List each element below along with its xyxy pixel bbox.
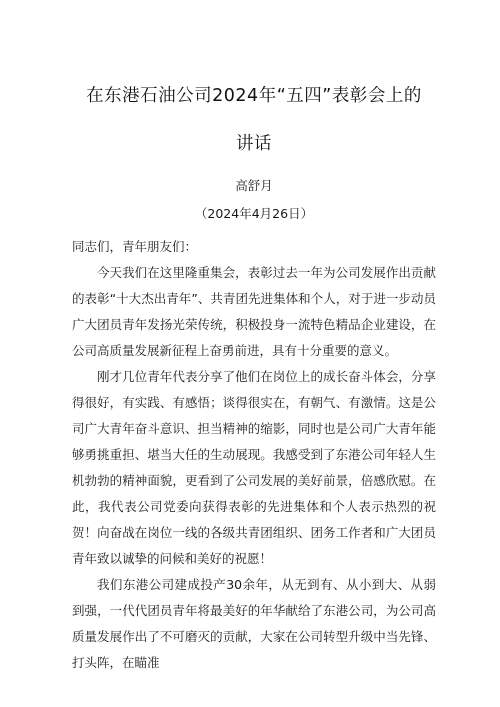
salutation: 同志们，青年朋友们： — [72, 239, 198, 254]
document-body — [72, 234, 436, 676]
paragraph-3: 我们东港公司建成投产30余年，从无到有、从小到大、从弱到强，一代代团员青年将最美好的年华献给了东港公司，为公司高质量发展作出了不可磨灭的贡献，大家在公司转型升级中当先锋、打头阵，在瞄准 — [72, 577, 436, 670]
author-name: 高舒月 — [235, 178, 273, 193]
paragraph-2: 刚才几位青年代表分享了他们在岗位上的成长奋斗体会，分享得很好，有实践、有感悟；谈得很实在，有朝气、有激情。这是公司广大青年奋斗意识、担当精神的缩影，同时也是公司广大青年能够勇挑重担、堪当大任的生动展现。我感受到了东港公司年轻人生机勃勃的精神面貌，更看到了公司发展的美好前景，倍感欣慰。在此，我代表公司党委向获得表彰的先进集体和个人表示热烈的祝贺！向奋战在岗位一线的各级共青团组织、团务工作者和广大团员青年致以诚挚的问候和美好的祝愿！ — [72, 369, 436, 566]
title-line-1: 在东港石油公司2024年“五四”表彰会上的 — [86, 86, 422, 106]
title-line-2: 讲话 — [236, 134, 272, 154]
document-title — [72, 0, 436, 168]
speech-date: （2024年4月26日） — [194, 206, 314, 221]
paragraph-1: 今天我们在这里隆重集会，表彰过去一年为公司发展作出贡献的表彰“十大杰出青年”、共青团先进集体和个人，对于进一步动员广大团员青年发扬光荣传统，积极投身一流特色精品企业建设，在公司高质量发展新征程上奋勇前进，具有十分重要的意义。 — [72, 265, 436, 358]
